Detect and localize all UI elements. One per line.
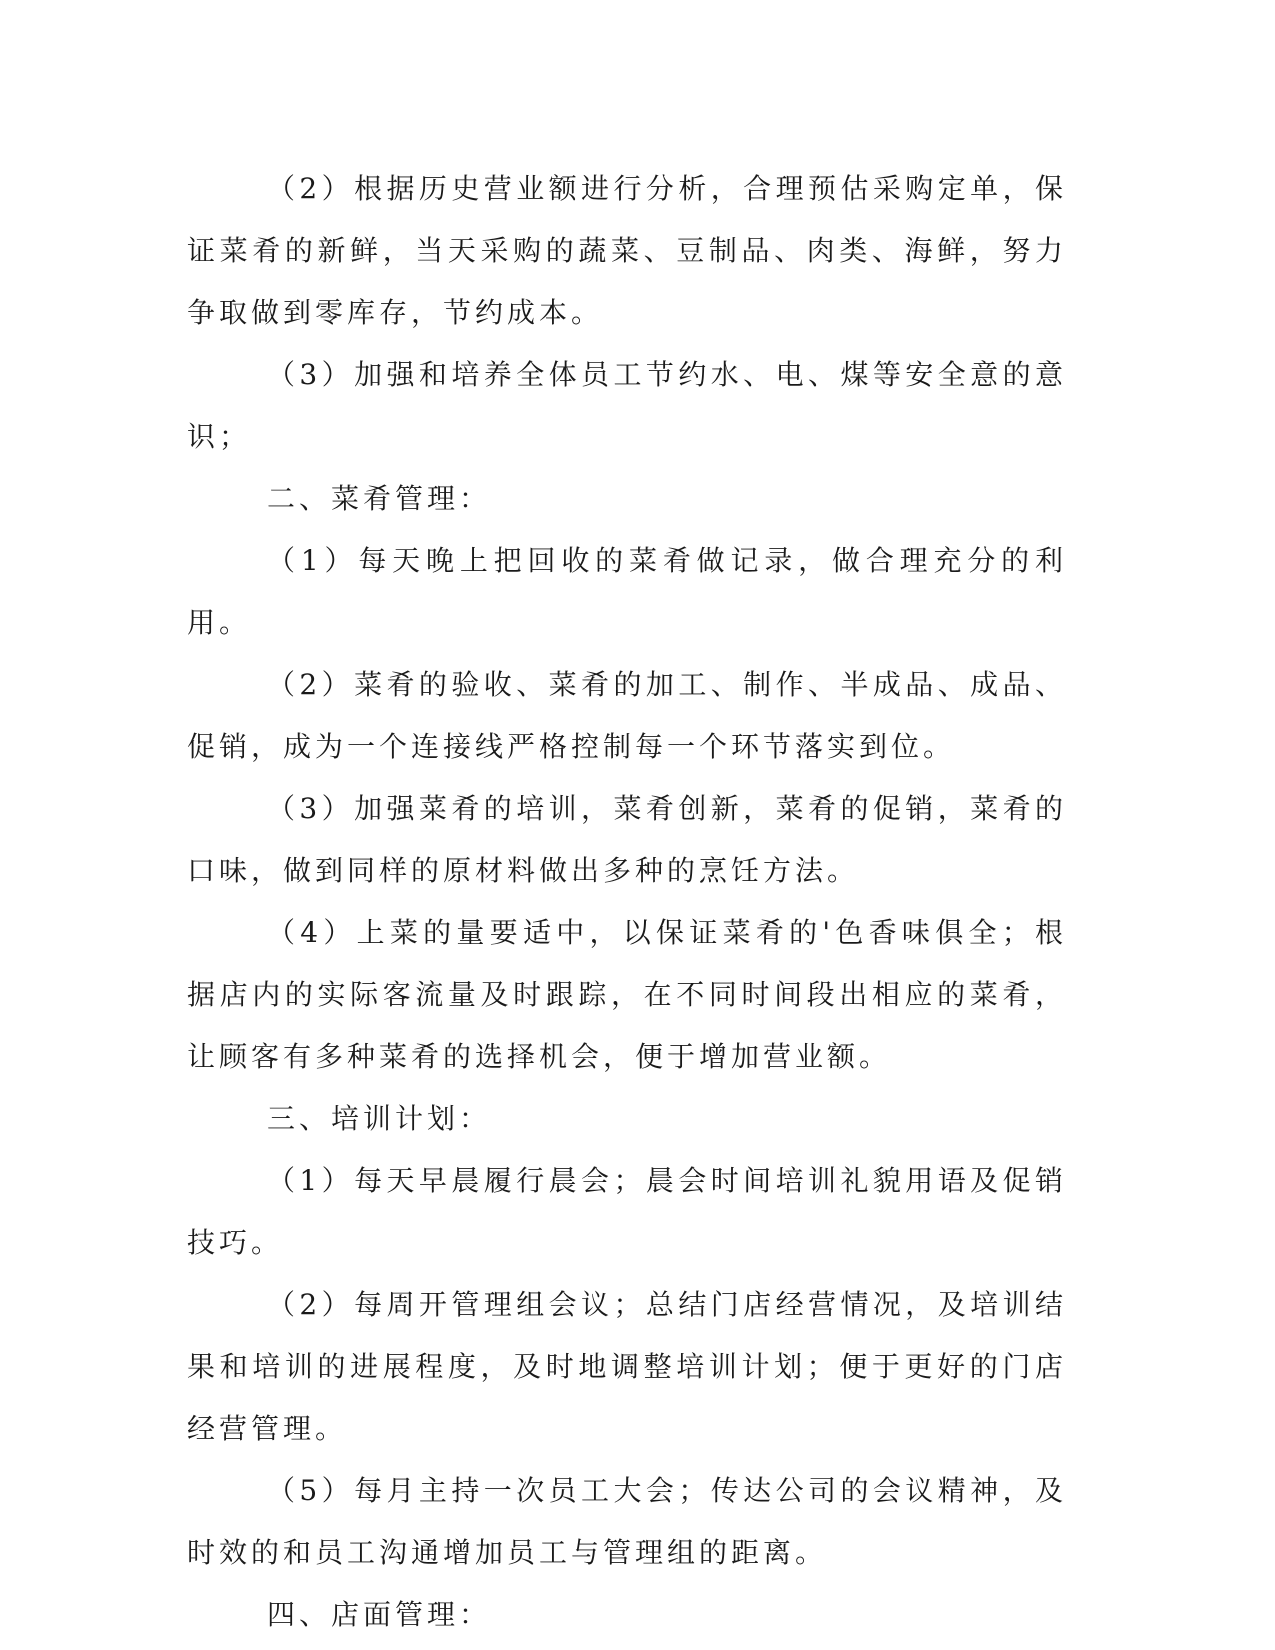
section-heading-storefront-management: 四、店面管理： (267, 1598, 492, 1631)
section-heading-training-plan: 三、培训计划： (267, 1102, 492, 1135)
paragraph-dish-item-2: （2）菜肴的验收、菜肴的加工、制作、半成品、成品、促销，成为一个连接线严格控制每一个环节落实到位。 (187, 668, 1067, 763)
section-heading-dish-management: 二、菜肴管理： (267, 482, 492, 515)
paragraph-dish-item-4: （4）上菜的量要适中，以保证菜肴的'色香味俱全；根据店内的实际客流量及时跟踪，在不同时间段出相应的菜肴，让顾客有多种菜肴的选择机会，便于增加营业额。 (187, 916, 1067, 1073)
paragraph-item-2-procurement: （2）根据历史营业额进行分析，合理预估采购定单，保证菜肴的新鲜，当天采购的蔬菜、豆制品、肉类、海鲜，努力争取做到零库存，节约成本。 (187, 172, 1067, 329)
paragraph-dish-item-3: （3）加强菜肴的培训，菜肴创新，菜肴的促销，菜肴的口味，做到同样的原材料做出多种的烹饪方法。 (187, 792, 1067, 887)
paragraph-item-3-conservation: （3）加强和培养全体员工节约水、电、煤等安全意的意识； (187, 358, 1067, 453)
document-body (187, 158, 1067, 1646)
paragraph-training-item-1: （1）每天早晨履行晨会；晨会时间培训礼貌用语及促销技巧。 (187, 1164, 1067, 1259)
paragraph-dish-item-1: （1）每天晚上把回收的菜肴做记录，做合理充分的利用。 (187, 544, 1067, 639)
paragraph-training-item-2: （2）每周开管理组会议；总结门店经营情况，及培训结果和培训的进展程度，及时地调整培训计划；便于更好的门店经营管理。 (187, 1288, 1067, 1445)
paragraph-training-item-5: （5）每月主持一次员工大会；传达公司的会议精神，及时效的和员工沟通增加员工与管理组的距离。 (187, 1474, 1067, 1569)
